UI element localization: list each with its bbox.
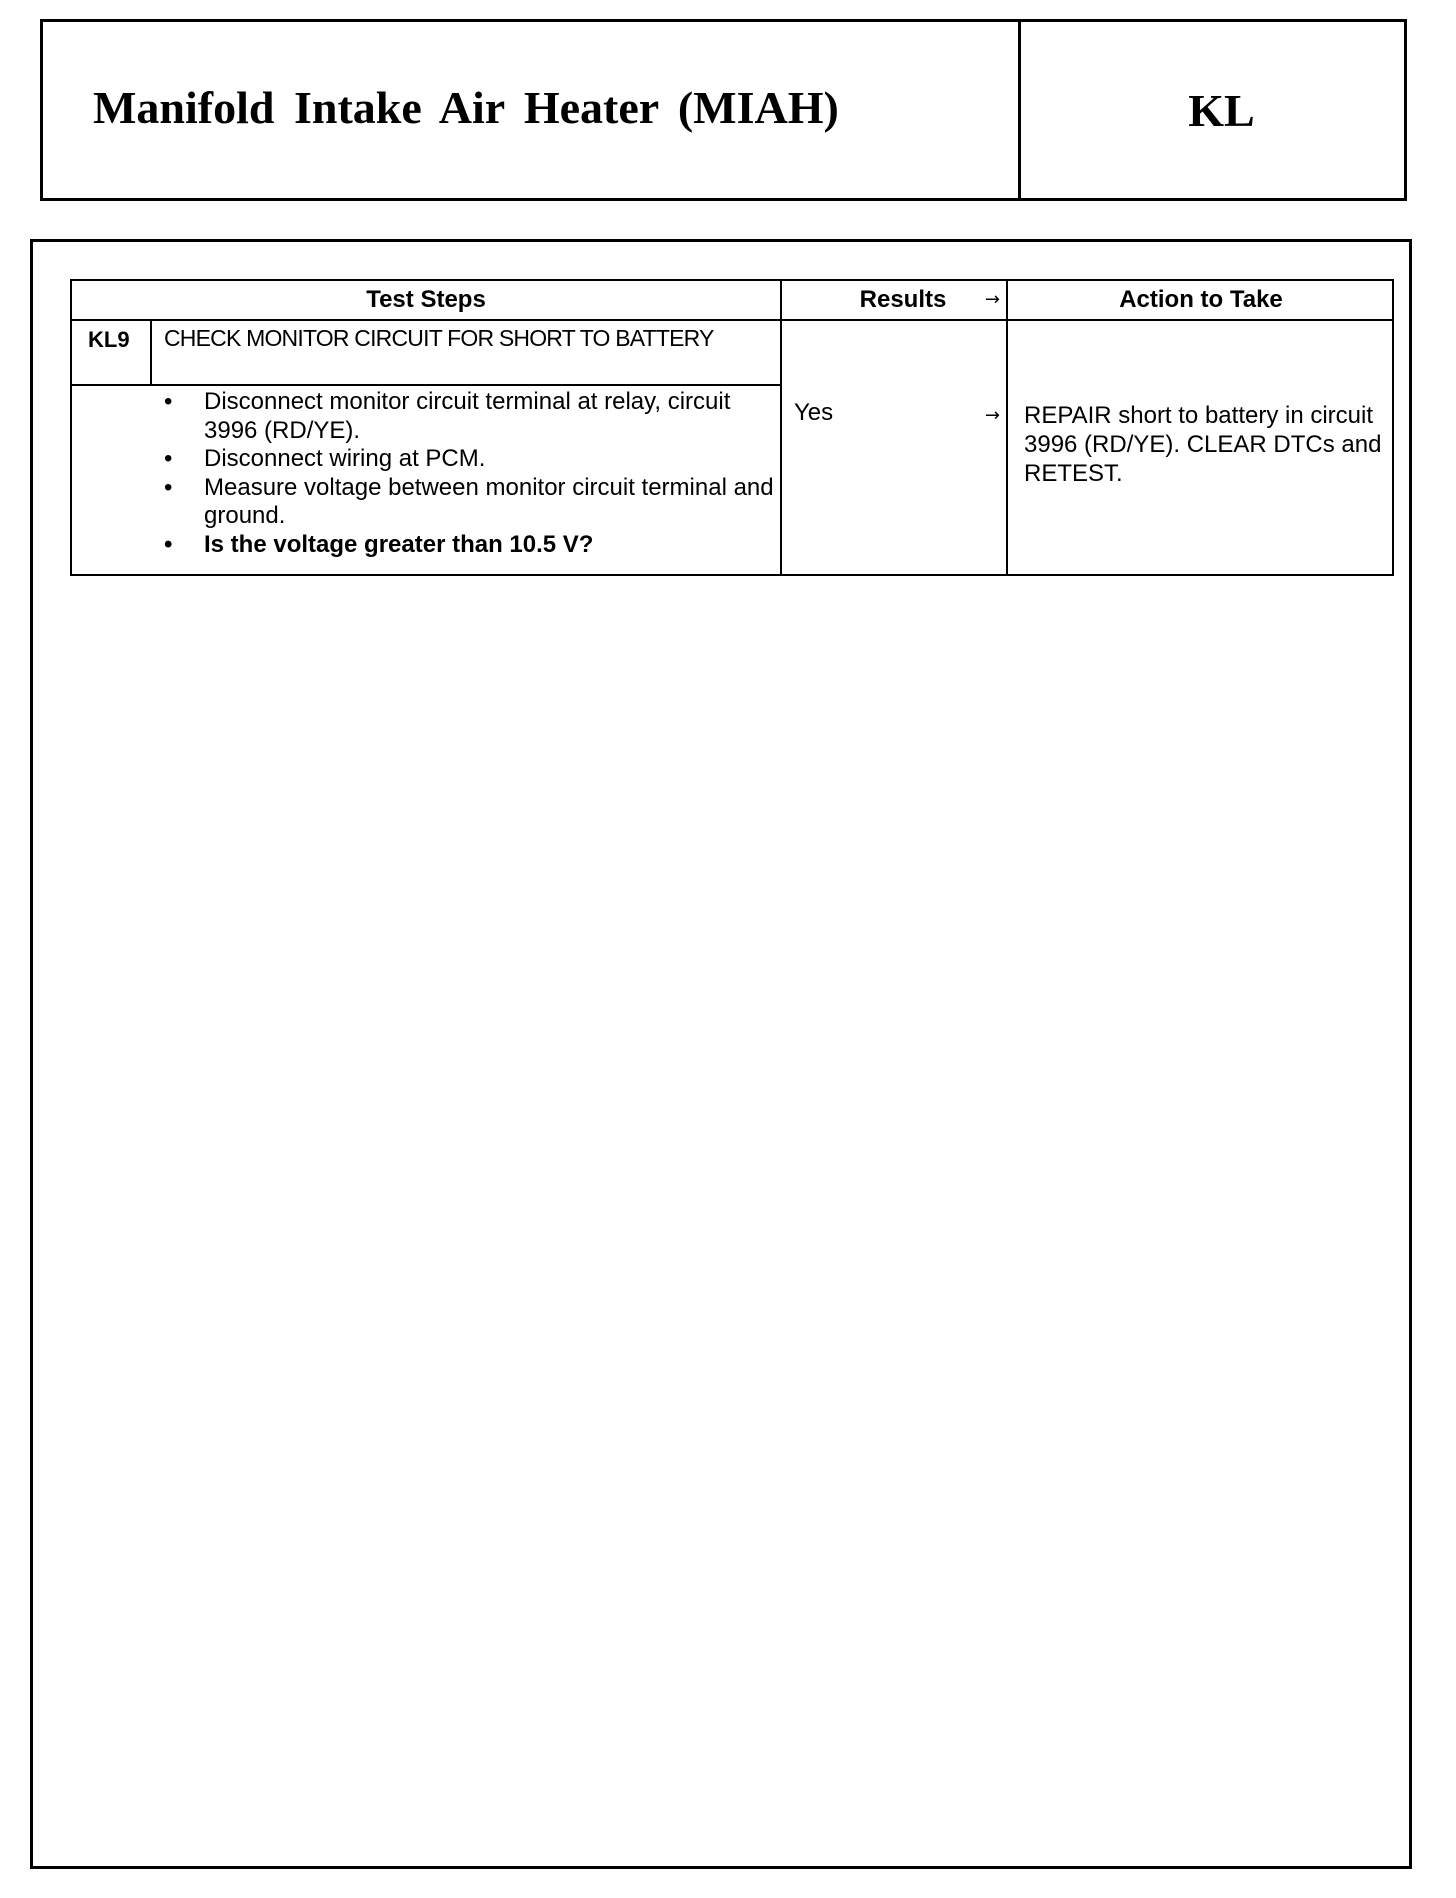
arrow-right-icon: →	[984, 405, 1000, 426]
header-title-cell	[43, 22, 1021, 198]
list-item	[162, 531, 774, 560]
column-header-results	[782, 281, 1008, 319]
result-value: Yes	[794, 399, 834, 426]
table-header-row	[72, 281, 1392, 321]
step-title: CHECK MONITOR CIRCUIT FOR SHORT TO BATTERY	[164, 325, 714, 351]
action-text: REPAIR short to battery in circuit 3996 (RD/YE). CLEAR DTCs and RETEST.	[1024, 402, 1382, 487]
list-item	[162, 388, 774, 445]
bullet-icon: •	[164, 530, 173, 558]
section-code: KL	[1188, 84, 1255, 136]
step-instructions-list	[162, 388, 774, 559]
action-cell	[1008, 321, 1394, 576]
instruction-text: Measure voltage between monitor circuit terminal and ground.	[204, 473, 774, 529]
test-steps-cell	[72, 321, 782, 576]
page-title: Manifold Intake Air Heater (MIAH)	[93, 81, 839, 133]
column-header-action-label: Action to Take	[1119, 286, 1283, 313]
list-item	[162, 445, 774, 474]
instruction-text: Disconnect wiring at PCM.	[204, 445, 486, 472]
column-header-results-label: Results	[859, 286, 947, 313]
header-code-cell	[1021, 22, 1404, 198]
bullet-icon: •	[164, 388, 173, 415]
column-header-test-steps-label: Test Steps	[366, 286, 486, 313]
bullet-icon: •	[164, 473, 173, 501]
step-question: Is the voltage greater than 10.5 V?	[204, 530, 594, 558]
instruction-text: Disconnect monitor circuit terminal at relay, circuit 3996 (RD/YE).	[204, 388, 731, 444]
column-header-test-steps	[72, 281, 782, 319]
results-cell	[782, 321, 1008, 576]
list-item	[162, 474, 774, 531]
step-id: KL9	[72, 321, 152, 384]
arrow-right-icon: →	[984, 289, 1000, 310]
column-header-action	[1008, 281, 1394, 319]
bullet-icon: •	[164, 445, 173, 472]
page-header	[40, 19, 1407, 201]
step-heading-row	[72, 321, 780, 386]
test-steps-table	[70, 279, 1394, 576]
